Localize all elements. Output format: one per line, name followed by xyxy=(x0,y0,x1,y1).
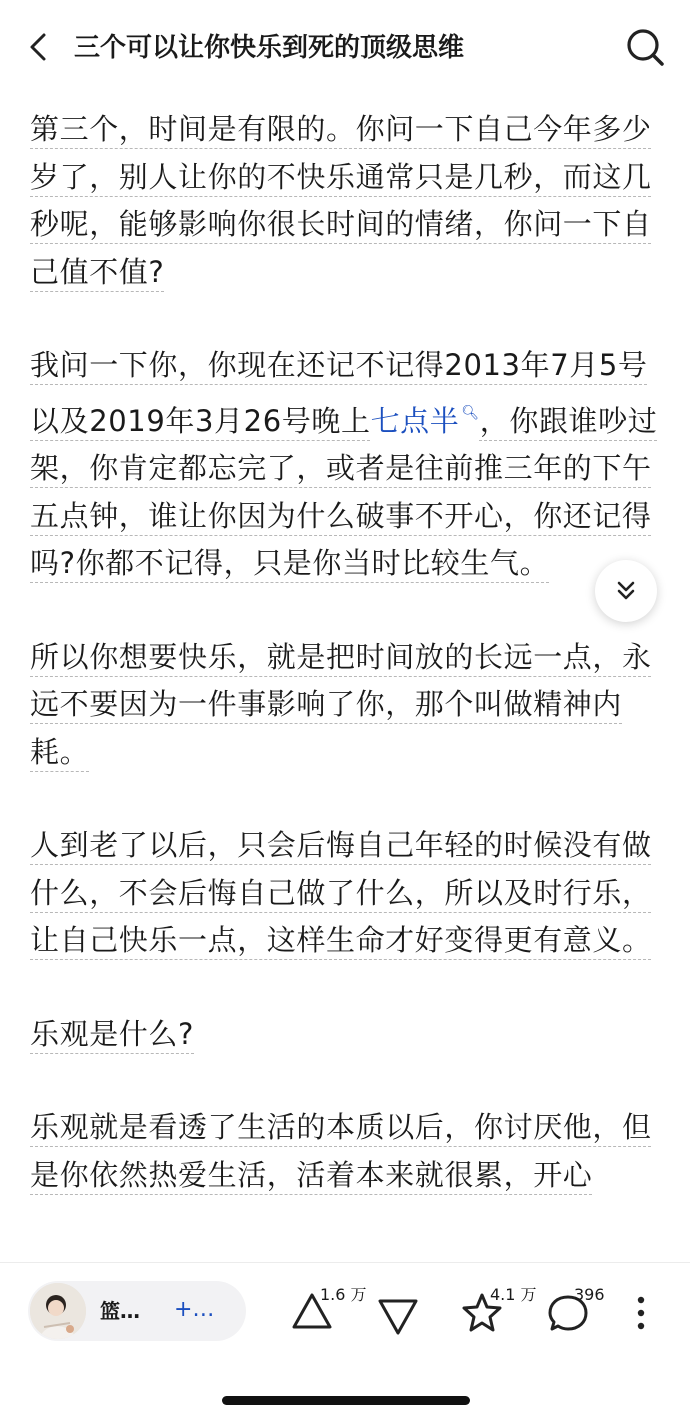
comment-count: 396 xyxy=(574,1285,605,1304)
more-options-button[interactable] xyxy=(628,1293,654,1335)
paragraph-text: 乐观就是看透了生活的本质以后，你讨厌他，但是你依然热爱生活，活着本来就很累，开心 xyxy=(30,1110,652,1192)
back-button[interactable] xyxy=(22,27,58,67)
paragraph-text: 第三个，时间是有限的。你问一下自己今年多少岁了，别人让你的不快乐通常只是几秒，而这几秒呢，能够影响你很长时间的情绪，你问一下自己值不值? xyxy=(30,112,652,289)
paragraph-text: 乐观是什么? xyxy=(30,1016,194,1051)
expand-button[interactable] xyxy=(595,560,657,622)
avatar[interactable] xyxy=(30,1283,86,1339)
paragraph-text: 人到老了以后，只会后悔自己年轻的时候没有做什么，不会后悔自己做了什么，所以及时行乐，让自己快乐一点，这样生命才好变得更有意义。 xyxy=(30,828,652,957)
page-title: 三个可以让你快乐到死的顶级思维 xyxy=(74,33,465,63)
follow-button[interactable]: +… xyxy=(174,1297,215,1322)
double-chevron-down-icon xyxy=(613,578,639,604)
author-name[interactable]: 篮… xyxy=(100,1299,140,1323)
article-paragraph xyxy=(30,1011,660,1059)
search-icon xyxy=(624,26,666,68)
more-vertical-icon xyxy=(628,1293,654,1335)
article-paragraph xyxy=(30,342,660,588)
home-indicator xyxy=(222,1396,470,1405)
paragraph-text: ，你跟谁吵过架，你肯定都忘完了，或者是往前推三年的下午五点钟，谁让你因为什么破事不开心，你还记得吗?你都不记得，只是你当时比较生气。 xyxy=(30,403,658,580)
author-card[interactable] xyxy=(28,1281,246,1341)
search-small-icon[interactable]: 🔍︎ xyxy=(461,404,480,421)
article-paragraph xyxy=(30,822,660,965)
paragraph-text: 我问一下你，你现在还记不记得2013年7月5号以及2019年3月26号晚上 xyxy=(30,348,648,438)
top-nav-bar xyxy=(0,0,690,90)
chevron-left-icon xyxy=(22,27,58,67)
triangle-down-icon xyxy=(374,1293,422,1341)
search-button[interactable] xyxy=(624,26,666,68)
avatar-image-icon xyxy=(30,1283,86,1339)
article-paragraph xyxy=(30,1104,660,1199)
search-keyword-link[interactable]: 七点半 xyxy=(370,403,460,438)
article-paragraph xyxy=(30,106,660,296)
downvote-button[interactable] xyxy=(374,1293,422,1341)
paragraph-text: 所以你想要快乐，就是把时间放的长远一点，永远不要因为一件事影响了你，那个叫做精神内耗。 xyxy=(30,639,652,769)
article-paragraph xyxy=(30,634,660,777)
favorite-count: 4.1 万 xyxy=(490,1285,537,1304)
article-body xyxy=(30,106,660,1245)
upvote-count: 1.6 万 xyxy=(320,1285,367,1304)
